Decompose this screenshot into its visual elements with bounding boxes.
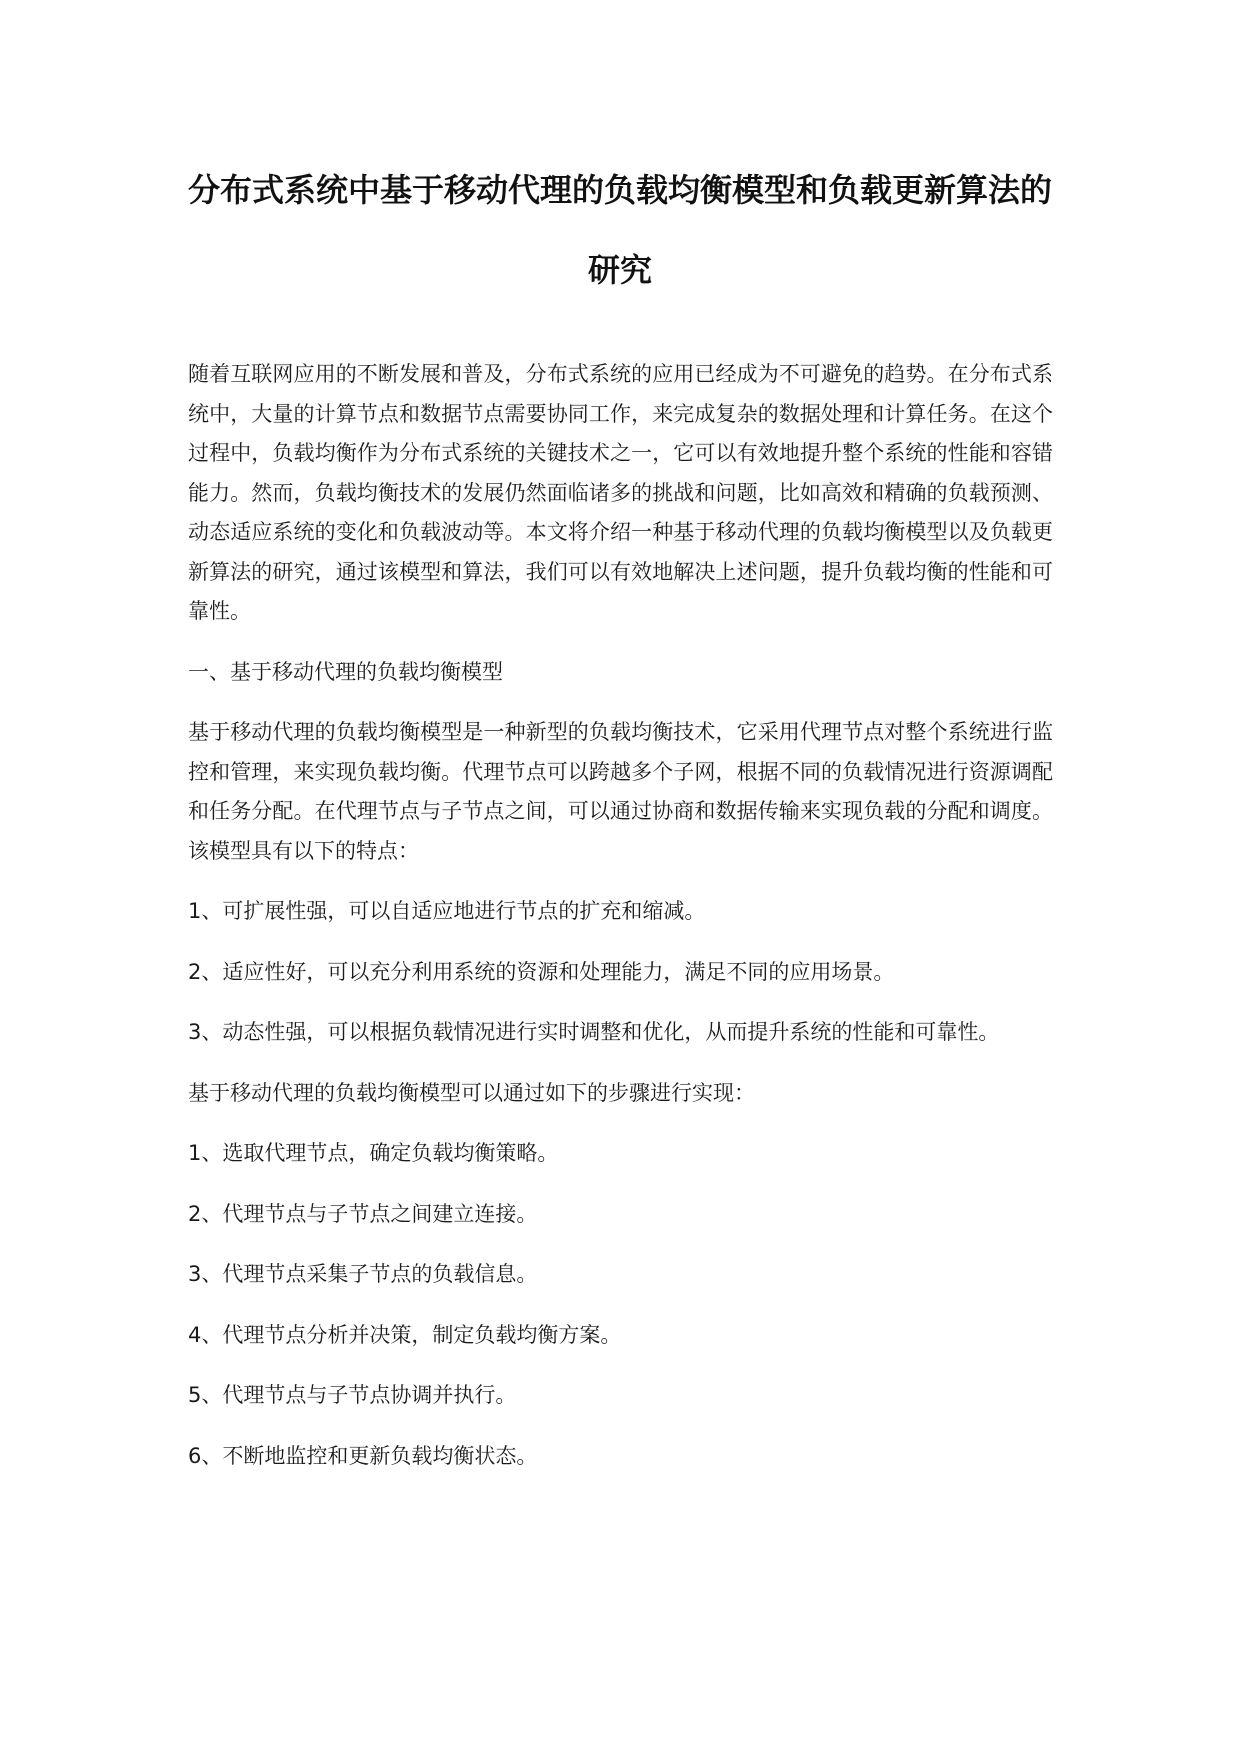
section-heading: 一、基于移动代理的负载均衡模型	[188, 659, 503, 684]
document-title: 分布式系统中基于移动代理的负载均衡模型和负载更新算法的研究	[187, 171, 1052, 289]
step-item-6: 6、不断地监控和更新负载均衡状态。	[188, 1443, 538, 1468]
document-body	[188, 355, 1053, 1497]
step-item-3: 3、代理节点采集子节点的负载信息。	[188, 1262, 538, 1286]
step-item-1: 1、选取代理节点，确定负载均衡策略。	[188, 1141, 559, 1165]
feature-item-3: 3、动态性强，可以根据负载情况进行实时调整和优化，从而提升系统的性能和可靠性。	[188, 1020, 1000, 1044]
step-item-2: 2、代理节点与子节点之间建立连接。	[188, 1201, 538, 1226]
step-item-5: 5、代理节点与子节点协调并执行。	[188, 1383, 517, 1407]
steps-intro: 基于移动代理的负载均衡模型可以通过如下的步骤进行实现：	[188, 1080, 755, 1105]
step-item-4: 4、代理节点分析并决策，制定负载均衡方案。	[188, 1322, 622, 1347]
feature-item-1: 1、可扩展性强，可以自适应地进行节点的扩充和缩减。	[188, 899, 706, 923]
section-paragraph: 基于移动代理的负载均衡模型是一种新型的负载均衡技术，它采用代理节点对整个系统进行监控和管理，来实现负载均衡。代理节点可以跨越多个子网，根据不同的负载情况进行资源调配和任务分配。在代理节点与子节点之间，可以通过协商和数据传输来实现负载的分配和调度。该模型具有以下的特点：	[188, 720, 1053, 863]
feature-item-2: 2、适应性好，可以充分利用系统的资源和处理能力，满足不同的应用场景。	[188, 959, 895, 984]
intro-paragraph: 随着互联网应用的不断发展和普及，分布式系统的应用已经成为不可避免的趋势。在分布式系统中，大量的计算节点和数据节点需要协同工作，来完成复杂的数据处理和计算任务。在这个过程中，负载均衡作为分布式系统的关键技术之一，它可以有效地提升整个系统的性能和容错能力。然而，负载均衡技术的发展仍然面临诸多的挑战和问题，比如高效和精确的负载预测、动态适应系统的变化和负载波动等。本文将介绍一种基于移动代理的负载均衡模型以及负载更新算法的研究，通过该模型和算法，我们可以有效地解决上述问题，提升负载均衡的性能和可靠性。	[188, 362, 1053, 623]
